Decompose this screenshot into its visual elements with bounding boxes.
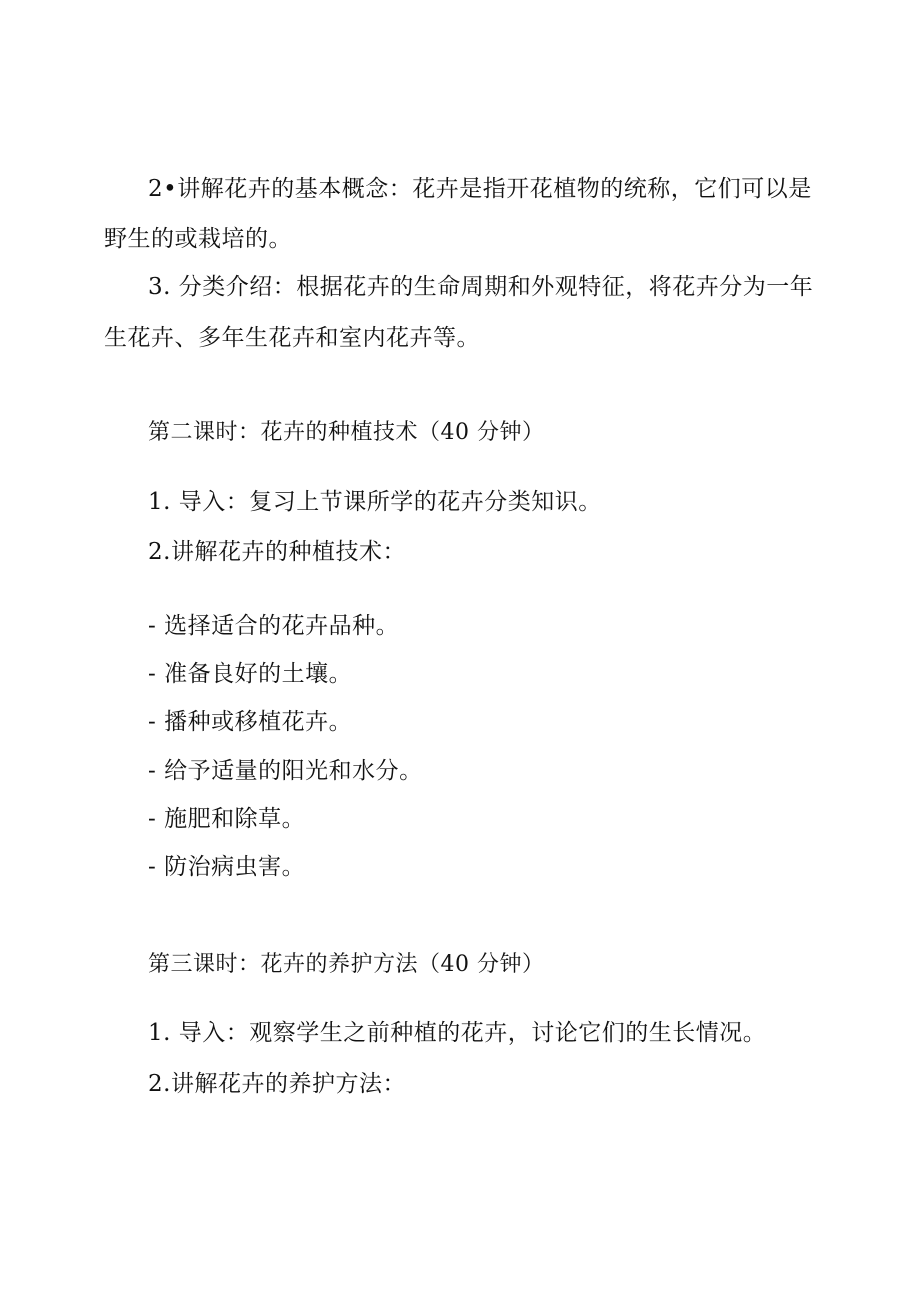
lesson-2-item-1: 1. 导入：复习上节课所学的花卉分类知识。 xyxy=(148,489,602,515)
intro-paragraph-2-line-2: 野生的或栽培的。 xyxy=(104,226,292,252)
lesson-3-item-1: 1. 导入：观察学生之前种植的花卉，讨论它们的生长情况。 xyxy=(148,1020,767,1046)
intro-paragraph-3-line-1: 3. 分类介绍：根据花卉的生命周期和外观特征，将花卉分为一年 xyxy=(148,274,814,300)
lesson-2-title: 第二课时：花卉的种植技术（40 分钟） xyxy=(148,420,545,445)
lesson-3-title: 第三课时：花卉的养护方法（40 分钟） xyxy=(148,952,545,977)
intro-paragraph-2-line-1: 2•讲解花卉的基本概念：花卉是指开花植物的统称，它们可以是 xyxy=(148,176,812,202)
lesson-2-bullet-1: - 选择适合的花卉品种。 xyxy=(148,613,400,639)
lesson-2-bullet-4: - 给予适量的阳光和水分。 xyxy=(148,758,423,784)
lesson-2-item-2: 2.讲解花卉的种植技术： xyxy=(148,539,406,565)
lesson-2-bullet-5: - 施肥和除草。 xyxy=(148,806,306,832)
lesson-2-bullet-3: - 播种或移植花卉。 xyxy=(148,709,353,735)
lesson-2-bullet-6: - 防治病虫害。 xyxy=(148,854,306,880)
lesson-2-bullet-2: - 准备良好的土壤。 xyxy=(148,661,353,687)
lesson-3-item-2: 2.讲解花卉的养护方法： xyxy=(148,1071,406,1097)
intro-paragraph-3-line-2: 生花卉、多年生花卉和室内花卉等。 xyxy=(104,325,480,351)
